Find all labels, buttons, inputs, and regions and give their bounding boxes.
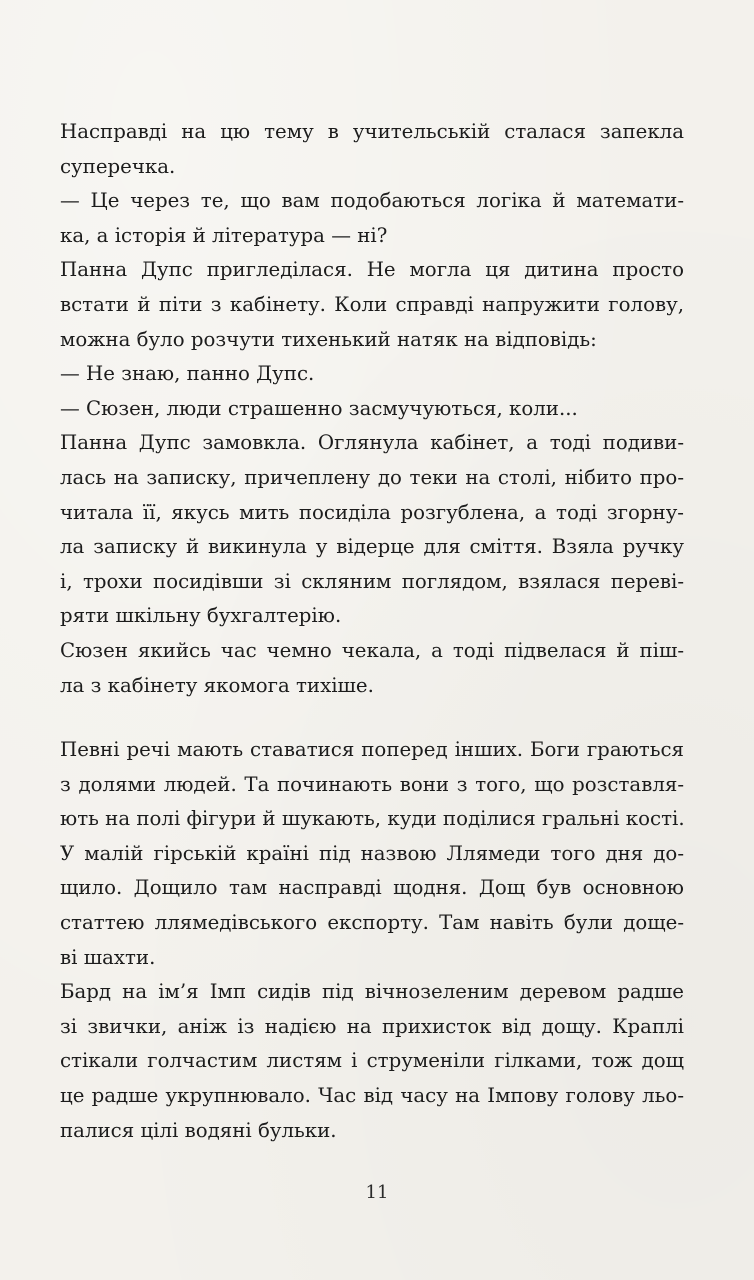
text-line: — Це через те, що вам подобаються логіка й математи-	[60, 189, 684, 213]
text-line: Сюзен якийсь час чемно чекала, а тоді підвелася й піш-	[60, 638, 684, 662]
text-line: щило. Дощило там насправді щодня. Дощ був основною	[60, 876, 684, 900]
text-line: і, трохи посидівши зі скляним поглядом, взялася переві-	[60, 569, 684, 593]
text-line: — Не знаю, панно Дупс.	[60, 362, 315, 386]
text-line: ряти шкільну бухгалтерію.	[60, 604, 342, 628]
text-line: суперечка.	[60, 154, 176, 178]
text-line: це радше укрупнювало. Час від часу на Імпову голову льо-	[60, 1083, 684, 1107]
text-line: з долями людей. Та починають вони з того, що розставля-	[60, 772, 684, 796]
text-line: зі звички, аніж із надією на прихисток від дощу. Краплі	[60, 1014, 684, 1038]
text-line: Бард на ім’я Імп сидів під вічнозеленим деревом радше	[60, 980, 684, 1004]
text-line: — Сюзен, люди страшенно засмучуються, коли...	[60, 396, 578, 420]
page-number: 11	[365, 1182, 389, 1203]
text-line: Панна Дупс пригледілася. Не могла ця дитина просто	[60, 258, 684, 282]
text-section-2	[60, 733, 684, 1148]
text-line: можна було розчути тихенький натяк на відповідь:	[60, 327, 597, 351]
text-line: ві шахти.	[60, 945, 156, 969]
text-line: читала її, якусь мить посиділа розгублена, а тоді згорну-	[60, 500, 684, 524]
text-line: Панна Дупс замовкла. Оглянула кабінет, а тоді подиви-	[60, 431, 684, 455]
text-line: палися цілі водяні бульки.	[60, 1118, 337, 1142]
text-section-1	[60, 115, 684, 703]
text-line: ють на полі фігури й шукають, куди поділися гральні кості.	[60, 807, 685, 831]
text-line: стікали голчастим листям і струменіли гілками, тож дощ	[60, 1049, 684, 1073]
text-line: лась на записку, причеплену до теки на столі, нібито про-	[60, 465, 684, 489]
text-line: Певні речі мають ставатися поперед інших. Боги граються	[60, 738, 684, 761]
text-line: ла з кабінету якомога тихіше.	[60, 673, 374, 697]
text-line: ка, а історія й література — ні?	[60, 223, 388, 247]
text-line: встати й піти з кабінету. Коли справді напружити голову,	[60, 292, 684, 316]
text-line: ла записку й викинула у відерце для сміття. Взяла ручку	[60, 535, 684, 559]
text-line: У малій гірській країні під назвою Ллямеди того дня до-	[60, 841, 684, 865]
text-line: статтею ллямедівського експорту. Там навіть були доще-	[60, 910, 684, 934]
text-line: Насправді на цю тему в учительській сталася запекла	[60, 120, 684, 143]
